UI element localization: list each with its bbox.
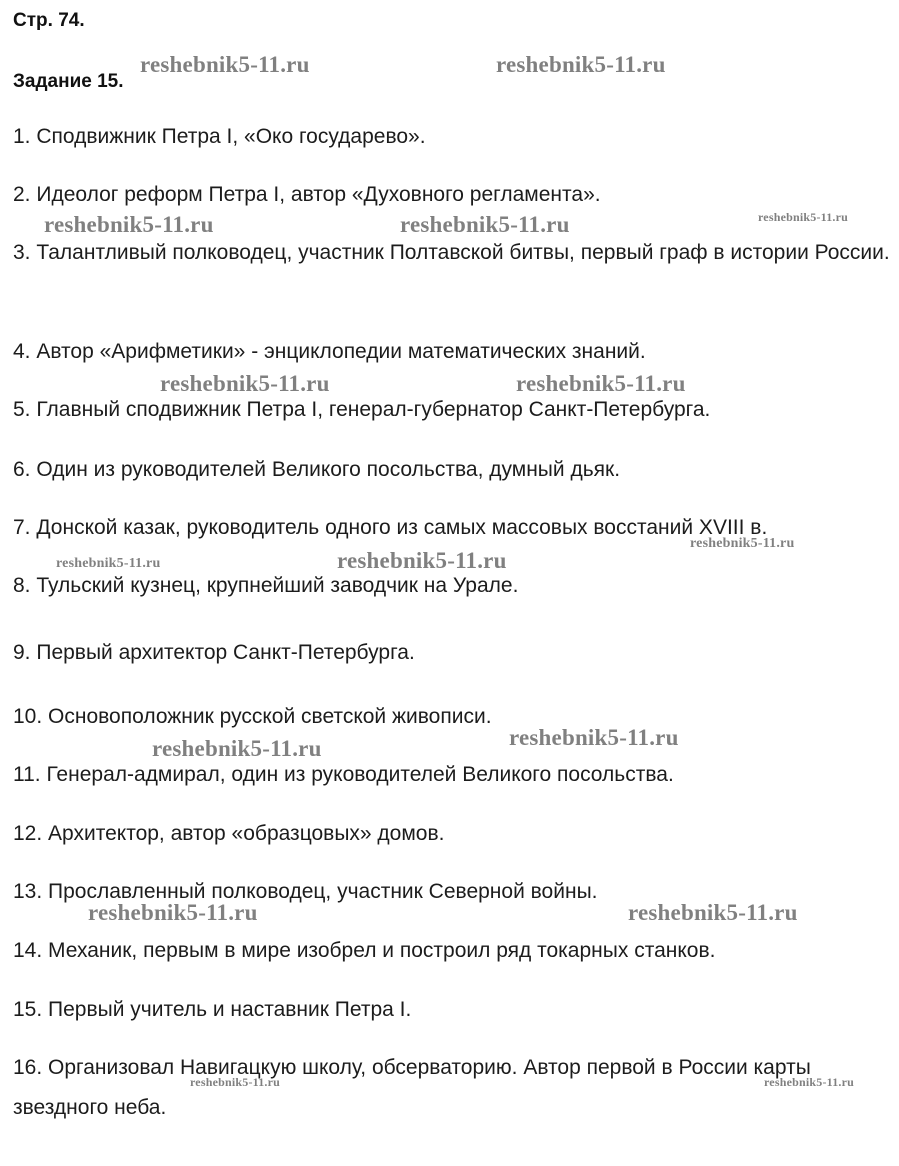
- question-item: 10. Основоположник русской светской живописи.: [13, 705, 492, 728]
- question-item: 11. Генерал-адмирал, один из руководителей Великого посольства.: [13, 763, 674, 786]
- watermark: reshebnik5-11.ru: [628, 900, 798, 925]
- watermark: reshebnik5-11.ru: [152, 736, 322, 761]
- watermark: reshebnik5-11.ru: [690, 536, 795, 551]
- question-item: 6. Один из руководителей Великого посольства, думный дьяк.: [13, 458, 621, 481]
- question-item: 7. Донской казак, руководитель одного из самых массовых восстаний XVIII в.: [13, 516, 768, 539]
- watermark: reshebnik5-11.ru: [56, 556, 161, 571]
- watermark: reshebnik5-11.ru: [337, 548, 507, 573]
- watermark: reshebnik5-11.ru: [764, 1075, 854, 1089]
- task-title: Задание 15.: [13, 71, 124, 92]
- watermark: reshebnik5-11.ru: [160, 371, 330, 396]
- question-item: 13. Прославленный полководец, участник Северной войны.: [13, 880, 598, 903]
- watermark: reshebnik5-11.ru: [88, 900, 258, 925]
- question-item: 12. Архитектор, автор «образцовых» домов.: [13, 822, 445, 845]
- watermark: reshebnik5-11.ru: [509, 725, 679, 750]
- question-item: 14. Механик, первым в мире изобрел и построил ряд токарных станков.: [13, 939, 716, 962]
- question-item: 4. Автор «Арифметики» - энциклопедии математических знаний.: [13, 340, 646, 363]
- question-item: 1. Сподвижник Петра I, «Око государево».: [13, 125, 426, 148]
- question-item: 2. Идеолог реформ Петра I, автор «Духовного регламента».: [13, 183, 601, 206]
- question-item: 8. Тульский кузнец, крупнейший заводчик на Урале.: [13, 574, 519, 597]
- watermark: reshebnik5-11.ru: [758, 210, 848, 224]
- page-label: Стр. 74.: [13, 10, 85, 31]
- watermark: reshebnik5-11.ru: [400, 212, 570, 237]
- question-item: 15. Первый учитель и наставник Петра I.: [13, 998, 412, 1021]
- question-item: 5. Главный сподвижник Петра I, генерал-губернатор Санкт-Петербурга.: [13, 398, 711, 421]
- question-item: 16. Организовал Навигацкую школу, обсерваторию. Автор первой в России карты звездного неба.: [13, 1056, 811, 1119]
- watermark: reshebnik5-11.ru: [190, 1075, 280, 1089]
- watermark: reshebnik5-11.ru: [140, 52, 310, 77]
- question-item: 9. Первый архитектор Санкт-Петербурга.: [13, 641, 415, 664]
- watermark: reshebnik5-11.ru: [496, 52, 666, 77]
- question-item: 3. Талантливый полководец, участник Полтавской битвы, первый граф в истории России.: [13, 241, 890, 264]
- watermark: reshebnik5-11.ru: [516, 371, 686, 396]
- watermark: reshebnik5-11.ru: [44, 212, 214, 237]
